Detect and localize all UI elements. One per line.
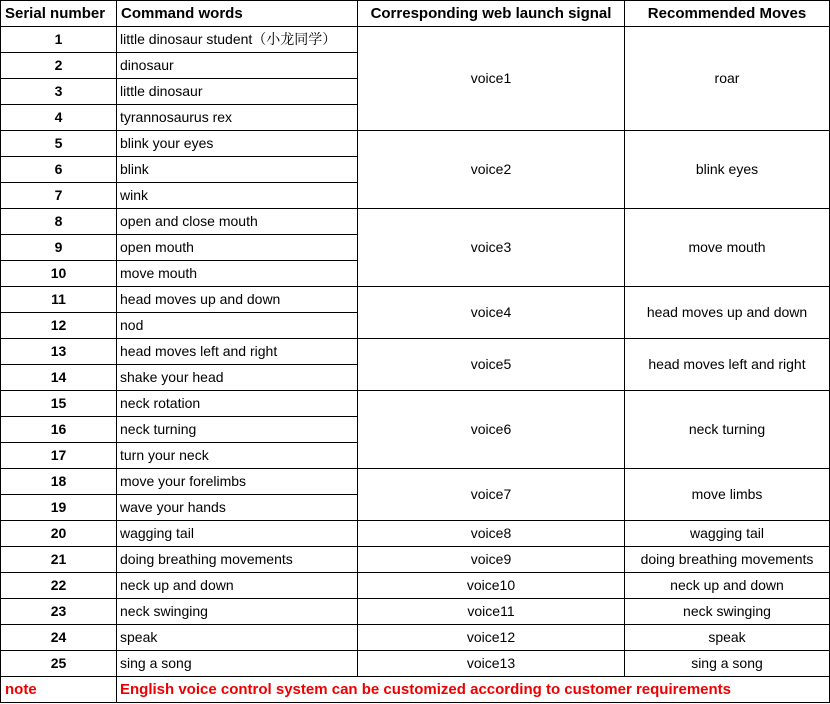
table-row bbox=[1, 651, 830, 677]
signal-cell: voice7 bbox=[358, 469, 625, 521]
command-word-cell: move mouth bbox=[117, 261, 358, 287]
signal-cell: voice2 bbox=[358, 131, 625, 209]
command-word-cell: neck up and down bbox=[117, 573, 358, 599]
table-row bbox=[1, 27, 830, 53]
command-word-cell: wave your hands bbox=[117, 495, 358, 521]
command-word-cell: head moves left and right bbox=[117, 339, 358, 365]
table-row bbox=[1, 287, 830, 313]
serial-number-cell: 11 bbox=[1, 287, 117, 313]
command-word-cell: neck swinging bbox=[117, 599, 358, 625]
table-row bbox=[1, 625, 830, 651]
command-word-cell: wagging tail bbox=[117, 521, 358, 547]
header-serial-number: Serial number bbox=[1, 1, 117, 27]
command-word-cell: doing breathing movements bbox=[117, 547, 358, 573]
move-cell: blink eyes bbox=[625, 131, 830, 209]
move-cell: roar bbox=[625, 27, 830, 131]
move-cell: speak bbox=[625, 625, 830, 651]
header-recommended-moves: Recommended Moves bbox=[625, 1, 830, 27]
move-cell: head moves up and down bbox=[625, 287, 830, 339]
move-cell: move mouth bbox=[625, 209, 830, 287]
move-cell: neck up and down bbox=[625, 573, 830, 599]
signal-cell: voice13 bbox=[358, 651, 625, 677]
command-word-cell: blink bbox=[117, 157, 358, 183]
command-word-cell: wink bbox=[117, 183, 358, 209]
signal-cell: voice6 bbox=[358, 391, 625, 469]
table-row bbox=[1, 131, 830, 157]
command-word-cell: move your forelimbs bbox=[117, 469, 358, 495]
table-row bbox=[1, 209, 830, 235]
note-row bbox=[1, 677, 830, 703]
command-word-cell: turn your neck bbox=[117, 443, 358, 469]
serial-number-cell: 6 bbox=[1, 157, 117, 183]
header-row bbox=[1, 1, 830, 27]
serial-number-cell: 14 bbox=[1, 365, 117, 391]
command-word-cell: little dinosaur bbox=[117, 79, 358, 105]
command-word-cell: speak bbox=[117, 625, 358, 651]
table-row bbox=[1, 469, 830, 495]
move-cell: neck turning bbox=[625, 391, 830, 469]
command-word-cell: blink your eyes bbox=[117, 131, 358, 157]
serial-number-cell: 1 bbox=[1, 27, 117, 53]
command-word-cell: neck turning bbox=[117, 417, 358, 443]
serial-number-cell: 7 bbox=[1, 183, 117, 209]
signal-cell: voice10 bbox=[358, 573, 625, 599]
serial-number-cell: 3 bbox=[1, 79, 117, 105]
serial-number-cell: 17 bbox=[1, 443, 117, 469]
signal-cell: voice9 bbox=[358, 547, 625, 573]
move-cell: wagging tail bbox=[625, 521, 830, 547]
table-row bbox=[1, 339, 830, 365]
command-word-cell: open mouth bbox=[117, 235, 358, 261]
serial-number-cell: 4 bbox=[1, 105, 117, 131]
signal-cell: voice8 bbox=[358, 521, 625, 547]
move-cell: head moves left and right bbox=[625, 339, 830, 391]
serial-number-cell: 25 bbox=[1, 651, 117, 677]
command-word-cell: shake your head bbox=[117, 365, 358, 391]
signal-cell: voice1 bbox=[358, 27, 625, 131]
move-cell: neck swinging bbox=[625, 599, 830, 625]
command-word-cell: head moves up and down bbox=[117, 287, 358, 313]
command-word-cell: sing a song bbox=[117, 651, 358, 677]
serial-number-cell: 5 bbox=[1, 131, 117, 157]
move-cell: doing breathing movements bbox=[625, 547, 830, 573]
command-word-cell: dinosaur bbox=[117, 53, 358, 79]
table-row bbox=[1, 573, 830, 599]
signal-cell: voice12 bbox=[358, 625, 625, 651]
serial-number-cell: 9 bbox=[1, 235, 117, 261]
serial-number-cell: 8 bbox=[1, 209, 117, 235]
header-command-words: Command words bbox=[117, 1, 358, 27]
command-word-cell: open and close mouth bbox=[117, 209, 358, 235]
signal-cell: voice11 bbox=[358, 599, 625, 625]
serial-number-cell: 15 bbox=[1, 391, 117, 417]
table-row bbox=[1, 391, 830, 417]
serial-number-cell: 22 bbox=[1, 573, 117, 599]
header-web-launch-signal: Corresponding web launch signal bbox=[358, 1, 625, 27]
command-word-cell: tyrannosaurus rex bbox=[117, 105, 358, 131]
move-cell: move limbs bbox=[625, 469, 830, 521]
serial-number-cell: 2 bbox=[1, 53, 117, 79]
table-row bbox=[1, 547, 830, 573]
serial-number-cell: 21 bbox=[1, 547, 117, 573]
serial-number-cell: 10 bbox=[1, 261, 117, 287]
command-word-cell: nod bbox=[117, 313, 358, 339]
signal-cell: voice5 bbox=[358, 339, 625, 391]
serial-number-cell: 12 bbox=[1, 313, 117, 339]
serial-number-cell: 19 bbox=[1, 495, 117, 521]
serial-number-cell: 18 bbox=[1, 469, 117, 495]
command-word-cell: little dinosaur student（小龙同学） bbox=[117, 27, 358, 53]
table-row bbox=[1, 521, 830, 547]
note-text: English voice control system can be customized according to customer requirements bbox=[117, 677, 830, 703]
signal-cell: voice4 bbox=[358, 287, 625, 339]
note-label: note bbox=[1, 677, 117, 703]
command-word-cell: neck rotation bbox=[117, 391, 358, 417]
serial-number-cell: 24 bbox=[1, 625, 117, 651]
serial-number-cell: 23 bbox=[1, 599, 117, 625]
signal-cell: voice3 bbox=[358, 209, 625, 287]
serial-number-cell: 16 bbox=[1, 417, 117, 443]
table-row bbox=[1, 599, 830, 625]
serial-number-cell: 20 bbox=[1, 521, 117, 547]
move-cell: sing a song bbox=[625, 651, 830, 677]
serial-number-cell: 13 bbox=[1, 339, 117, 365]
